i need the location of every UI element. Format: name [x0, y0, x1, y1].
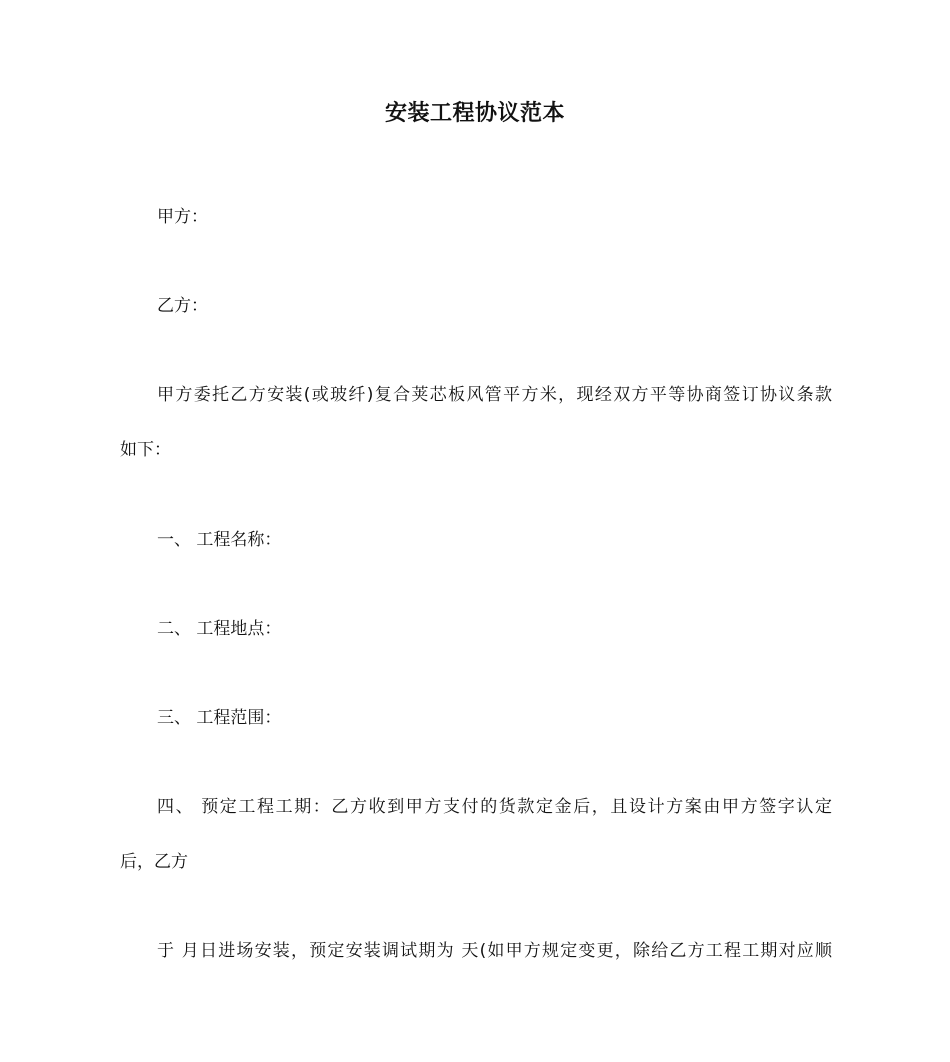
clause-project-name: 一、 工程名称： — [157, 530, 282, 550]
intro-paragraph-line-2: 如下： — [120, 440, 171, 460]
party-a-line: 甲方： — [157, 207, 208, 227]
clause-schedule-line-1: 四、 预定工程工期：乙方收到甲方支付的货款定金后，且设计方案由甲方签字认定 — [157, 797, 832, 817]
clause-project-scope: 三、 工程范围： — [157, 708, 282, 728]
party-b-line: 乙方： — [157, 296, 208, 316]
clause-schedule-line-3: 于 月日进场安装，预定安装调试期为 天(如甲方规定变更，除给乙方工程工期对应顺 — [157, 941, 832, 961]
intro-paragraph-line-1: 甲方委托乙方安装(或玻纤)复合荚芯板风管平方米，现经双方平等协商签订协议条款 — [157, 385, 832, 405]
clause-schedule-line-2: 后，乙方 — [120, 852, 188, 872]
clause-project-location: 二、 工程地点： — [157, 619, 282, 639]
document-title: 安装工程协议范本 — [384, 101, 565, 126]
